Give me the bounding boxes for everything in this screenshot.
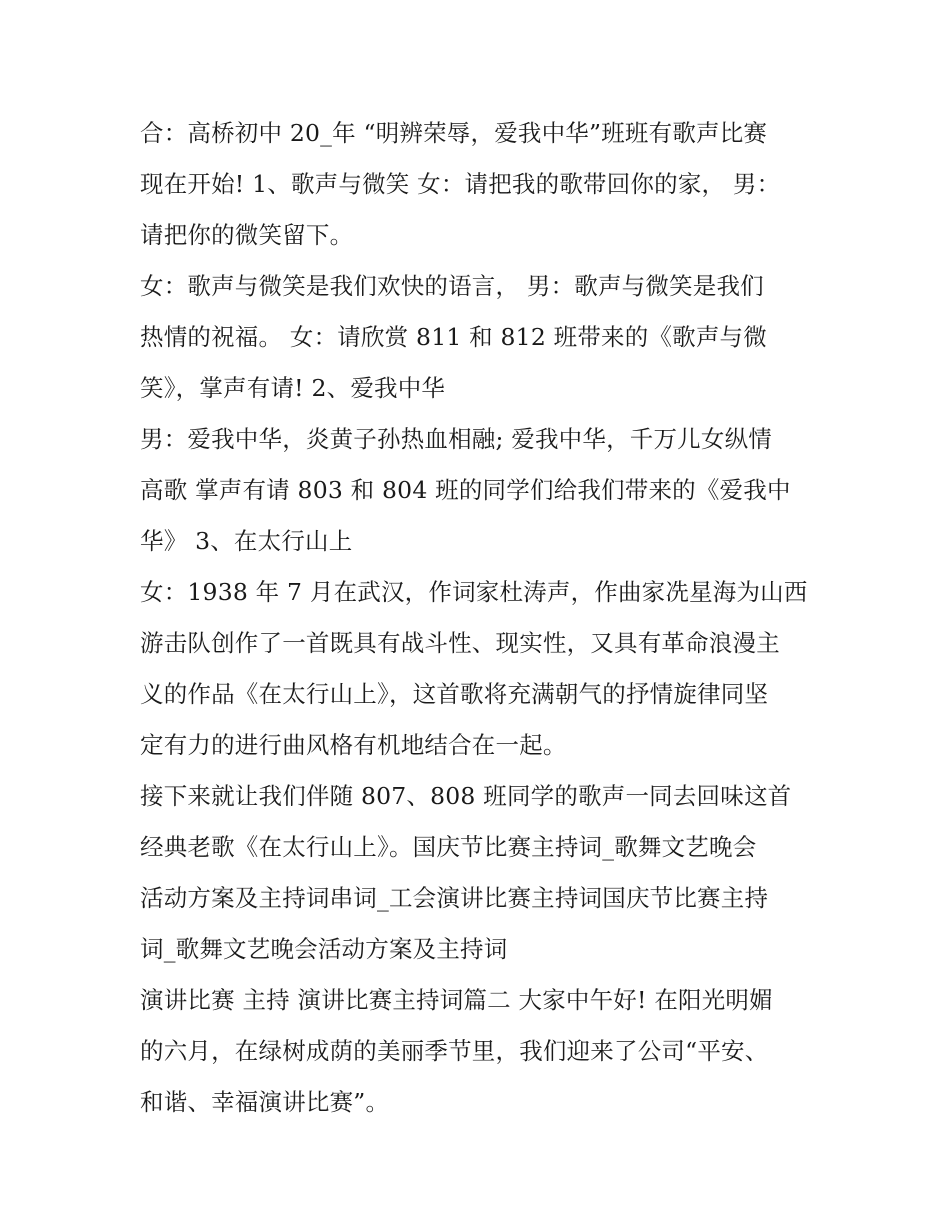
text-line: 和谐、幸福演讲比赛”。 [140,1088,390,1116]
text-line: 男：爱我中华，炎黄子孙热血相融; 爱我中华，千万儿女纵情 [140,425,772,453]
text-line: 词_歌舞文艺晚会活动方案及主持词 [140,935,508,963]
text-line: 华》 3、在太行山上 [140,527,353,555]
text-line: 演讲比赛 主持 演讲比赛主持词篇二 大家中午好! 在阳光明媚 [140,986,773,1014]
text-line: 活动方案及主持词串词_工会演讲比赛主持词国庆节比赛主持 [140,884,769,912]
text-line: 接下来就让我们伴随 807、808 班同学的歌声一同去回味这首 [140,782,792,810]
text-line: 现在开始! 1、歌声与微笑 女：请把我的歌带回你的家， 男： [140,170,781,198]
text-line: 经典老歌《在太行山上》。国庆节比赛主持词_歌舞文艺晚会 [140,833,757,861]
text-line: 游击队创作了一首既具有战斗性、现实性，又具有革命浪漫主 [140,629,780,657]
text-line: 合：高桥初中 20_年 “明辨荣辱，爱我中华”班班有歌声比赛 [140,119,768,147]
text-line: 的六月，在绿树成荫的美丽季节里，我们迎来了公司“平安、 [140,1037,769,1065]
text-line: 定有力的进行曲风格有机地结合在一起。 [140,731,567,759]
text-line: 热情的祝福。 女：请欣赏 811 和 812 班带来的《歌声与微 [140,323,767,351]
text-line: 请把你的微笑留下。 [140,221,354,249]
text-line: 女：1938 年 7 月在武汉，作词家杜涛声，作曲家冼星海为山西 [140,578,808,606]
text-line: 女：歌声与微笑是我们欢快的语言， 男：歌声与微笑是我们 [140,272,764,300]
document-body [140,108,820,1128]
text-line: 高歌 掌声有请 803 和 804 班的同学们给我们带来的《爱我中 [140,476,791,504]
text-line: 义的作品《在太行山上》，这首歌将充满朝气的抒情旋律同坚 [140,680,769,708]
text-line: 笑》，掌声有请! 2、爱我中华 [140,374,446,402]
